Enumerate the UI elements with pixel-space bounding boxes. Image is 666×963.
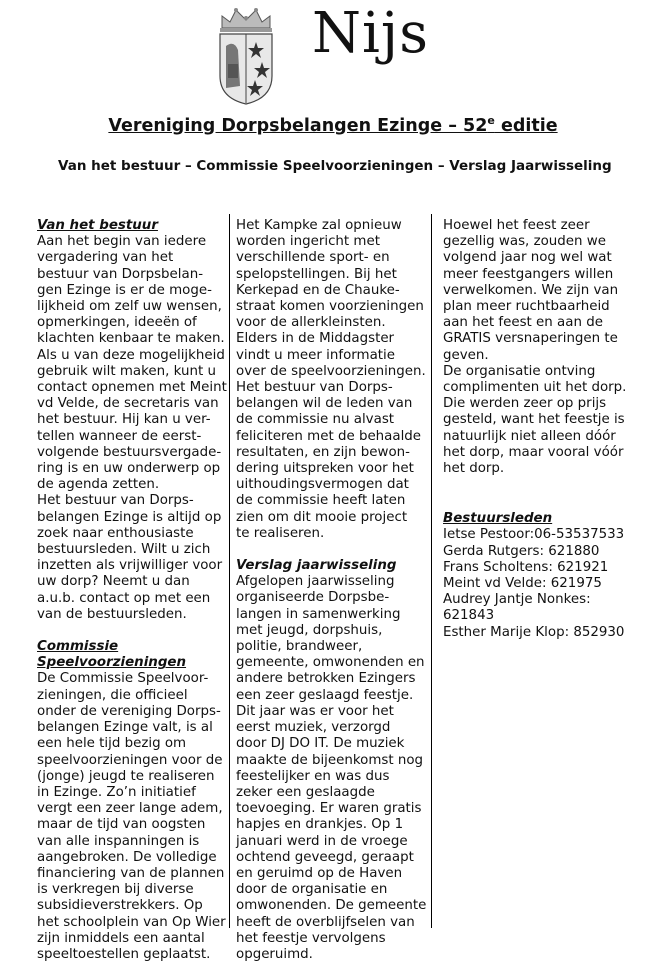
text-line: plan meer ruchtbaarheid <box>443 299 610 315</box>
section-heading-bestuursleden: Bestuursleden <box>443 511 553 527</box>
section-body-bestuur <box>37 234 227 623</box>
text-line: Die werden zeer op prijs <box>443 396 607 412</box>
text-line: heeft de overblijfselen van <box>236 914 415 930</box>
text-line: zeker een geslaagde <box>236 784 375 800</box>
text-line: gebruik wilt maken, kunt u <box>37 363 216 379</box>
text-line: Afgelopen jaarwisseling <box>236 574 395 590</box>
text-line: met jeugd, dorpshuis, <box>236 622 383 638</box>
text-line: feliciteren met de behaalde <box>236 428 422 444</box>
text-line: meer feestgangers willen <box>443 266 614 282</box>
text-line: Elders in de Middagster <box>236 331 395 347</box>
text-line: volgende bestuursvergade- <box>37 444 222 460</box>
column-2 <box>236 218 428 963</box>
text-line: het dorp. <box>443 461 505 477</box>
text-line: belangen Ezinge is altijd op <box>37 509 222 525</box>
edition-title <box>0 114 666 136</box>
text-line: Als u van deze mogelijkheid <box>37 347 225 363</box>
text-line: Frans Scholtens: 621921 <box>443 559 609 575</box>
text-line: het dorp, maar vooral vóór <box>443 444 624 460</box>
text-line: Kerkepad en de Chauke- <box>236 282 400 298</box>
text-line: De Commissie Speelvoor- <box>37 671 209 687</box>
text-line: volgend jaar nog wel wat <box>443 250 612 266</box>
text-line: vd Velde, de secretaris van <box>37 396 219 412</box>
text-line: Het bestuur van Dorps- <box>236 380 393 396</box>
text-line: een hele tijd bezig om <box>37 736 187 752</box>
text-line: belangen wil de leden van <box>236 396 413 412</box>
text-line: vindt u meer informatie <box>236 347 396 363</box>
text-line: zijn inmiddels een aantal <box>37 930 205 946</box>
text-line: klachten kenbaar te maken. <box>37 331 225 347</box>
text-line: complimenten uit het dorp. <box>443 380 627 396</box>
text-line: gezellig was, zouden we <box>443 234 606 250</box>
text-line: andere betrokken Ezingers <box>236 671 416 687</box>
edition-superscript: e <box>487 114 495 127</box>
column-divider <box>431 214 432 928</box>
text-line: een zeer geslaagd feestje. <box>236 687 414 703</box>
text-line: Het Kampke zal opnieuw <box>236 218 402 233</box>
text-line: De organisatie ontving <box>443 363 596 379</box>
text-line: door DJ DO IT. De muziek <box>236 736 405 752</box>
text-line: bestuursleden. Wilt u zich <box>37 542 211 558</box>
text-line: uithoudingsvermogen dat <box>236 477 409 493</box>
text-line: bestuur van Dorpsbelan- <box>37 266 204 282</box>
section-body-jaarwisseling <box>236 574 428 963</box>
text-line: tellen wanneer de eerst- <box>37 428 202 444</box>
text-line: gen Ezinge is er de moge- <box>37 282 212 298</box>
edition-suffix: editie <box>494 115 558 136</box>
text-line: opgeruimd. <box>236 946 313 962</box>
section-body-jaarwisseling-continued <box>443 218 643 477</box>
section-body-commissie-continued <box>236 218 428 542</box>
text-line: financiering van de plannen <box>37 865 225 881</box>
text-line: te realiseren. <box>236 525 325 541</box>
section-heading-commissie: Commissie <box>37 639 119 655</box>
municipal-crest-logo <box>212 6 280 106</box>
text-line: verwelkomen. We zijn van <box>443 282 619 298</box>
text-line: natuurlijk niet alleen dóór <box>443 428 616 444</box>
column-3 <box>443 218 643 641</box>
text-line: het bestuur. Hij kan u ver- <box>37 412 211 428</box>
section-heading-jaarwisseling: Verslag jaarwisseling <box>236 558 397 574</box>
text-line: en geruimd op de Haven <box>236 865 403 881</box>
text-line: ochtend geveegd, geraapt <box>236 849 414 865</box>
text-line: verschillende sport- en <box>236 250 390 266</box>
text-line: politie, brandweer, <box>236 639 363 655</box>
text-line: van de bestuursleden. <box>37 606 187 622</box>
text-line: GRATIS versnaperingen te <box>443 331 618 347</box>
text-line: Het bestuur van Dorps- <box>37 493 194 509</box>
column-divider <box>229 214 230 928</box>
text-line: resultaten, en zijn bewon- <box>236 444 410 460</box>
text-line: opmerkingen, ideeën of <box>37 315 197 331</box>
board-member-list <box>443 527 643 640</box>
text-line: maakte de bijeenkomst nog <box>236 752 424 768</box>
text-line: van alle inspanningen is <box>37 833 200 849</box>
text-line: Esther Marije Klop: 852930 <box>443 624 625 640</box>
text-line: Hoewel het feest zeer <box>443 218 590 233</box>
text-line: Dit jaar was er voor het <box>236 703 394 719</box>
text-line: uw dorp? Neemt u dan <box>37 574 190 590</box>
text-line: speeltoestellen geplaatst. <box>37 946 211 962</box>
text-line: aan het feest en aan de <box>443 315 603 331</box>
text-line: a.u.b. contact op met een <box>37 590 211 606</box>
text-line: zien om dit mooie project <box>236 509 408 525</box>
text-line: door de organisatie en <box>236 882 388 898</box>
section-heading-bestuur: Van het bestuur <box>37 218 158 233</box>
text-line: subsidieverstrekkers. Op <box>37 898 203 914</box>
text-line: aangebroken. De volledige <box>37 849 217 865</box>
text-line: Gerda Rutgers: 621880 <box>443 543 600 559</box>
section-body-commissie <box>37 671 227 963</box>
text-line: omwonenden. De gemeente <box>236 898 427 914</box>
column-1 <box>37 218 227 963</box>
text-line: Ietse Pestoor:06-53537533 <box>443 527 625 543</box>
text-line: voor de allerkleinsten. <box>236 315 386 331</box>
text-line: spelopstellingen. Bij het <box>236 266 397 282</box>
text-line: lijkheid om zelf uw wensen, <box>37 299 222 315</box>
text-line: feestelijker en was dus <box>236 768 390 784</box>
text-line: belangen Ezinge valt, is al <box>37 720 213 736</box>
text-line: vergadering van het <box>37 250 174 266</box>
text-line: zoek naar enthousiaste <box>37 525 194 541</box>
text-line: de agenda zetten. <box>37 477 160 493</box>
text-line: zieningen, die officieel <box>37 687 188 703</box>
text-line: organiseerde Dorpsbe- <box>236 590 390 606</box>
text-line: dering uitspreken voor het <box>236 461 414 477</box>
section-heading-speelvoorzieningen: Speelvoorzieningen <box>37 655 187 671</box>
text-line: 621843 <box>443 608 495 624</box>
masthead-title: Nijs <box>312 1 430 66</box>
text-line: geven. <box>443 347 489 363</box>
page-subtitle: Van het bestuur – Commissie Speelvoorzieningen – Verslag Jaarwisseling <box>58 158 612 174</box>
text-line: straat komen voorzieningen <box>236 299 424 315</box>
text-line: eerst muziek, verzorgd <box>236 720 391 736</box>
text-line: worden ingericht met <box>236 234 380 250</box>
text-line: Meint vd Velde: 621975 <box>443 576 602 592</box>
text-line: inzetten als vrijwilliger voor <box>37 558 223 574</box>
text-line: in Ezinge. Zo’n initiatief <box>37 784 196 800</box>
text-line: het schoolplein van Op Wier <box>37 914 226 930</box>
text-line: maar de tijd van oogsten <box>37 817 206 833</box>
text-line: de commissie nu alvast <box>236 412 395 428</box>
text-line: onder de vereniging Dorps- <box>37 703 221 719</box>
text-line: gesteld, want het feestje is <box>443 412 625 428</box>
text-line: toevoeging. Er waren gratis <box>236 801 422 817</box>
text-line: speelvoorzieningen voor de <box>37 752 223 768</box>
text-line: hapjes en drankjes. Op 1 <box>236 817 404 833</box>
text-line: ring is en uw onderwerp op <box>37 461 221 477</box>
text-line: januari werd in de vroege <box>236 833 408 849</box>
text-line: Audrey Jantje Nonkes: <box>443 592 591 608</box>
text-line: de commissie heeft laten <box>236 493 406 509</box>
edition-title-text: Vereniging Dorpsbelangen Ezinge – 52 <box>108 115 488 136</box>
text-line: over de speelvoorzieningen. <box>236 363 426 379</box>
text-line: is verkregen bij diverse <box>37 882 194 898</box>
text-line: langen in samenwerking <box>236 606 401 622</box>
text-line: (jonge) jeugd te realiseren <box>37 768 215 784</box>
text-line: vergt een zeer lange adem, <box>37 801 223 817</box>
text-line: Aan het begin van iedere <box>37 234 207 250</box>
text-line: gemeente, omwonenden en <box>236 655 425 671</box>
text-line: contact opnemen met Meint <box>37 380 227 396</box>
text-line: het feestje vervolgens <box>236 930 386 946</box>
